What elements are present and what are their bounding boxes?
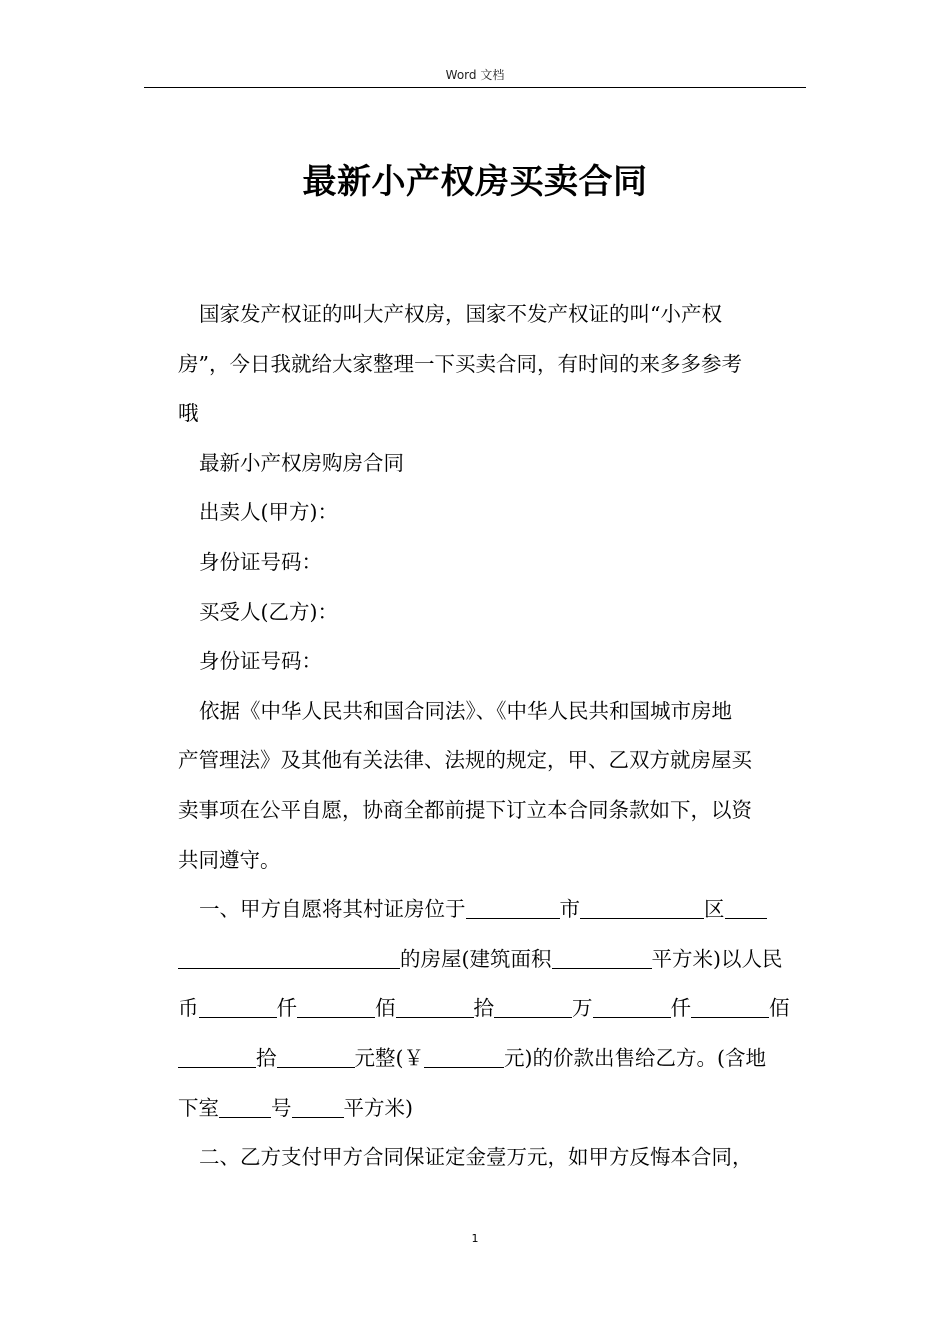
amount-blank (494, 997, 572, 1019)
clause1-line-2 (178, 935, 804, 985)
district-blank (580, 898, 704, 920)
amount-blank (593, 997, 671, 1019)
amount-blank (691, 997, 769, 1019)
header-rule (144, 87, 806, 88)
basement-area-blank (292, 1096, 344, 1118)
basis-line-3: 卖事项在公平自愿，协商全都前提下订立本合同条款如下，以资 (178, 797, 752, 822)
buyer-id-label: 身份证号码： (199, 649, 322, 674)
clause1-line-5 (178, 1084, 804, 1134)
basement-number-blank (219, 1096, 271, 1118)
buyer-label: 买受人(乙方)： (199, 599, 338, 624)
contract-title: 最新小产权房购房合同 (199, 450, 404, 475)
document-body (178, 290, 804, 1183)
page-header: Word 文档 (445, 68, 505, 82)
clause1-text: 币 (178, 996, 199, 1021)
clause1-text: 市 (559, 897, 580, 922)
amount-blank (396, 997, 474, 1019)
amount-blank (178, 1046, 256, 1068)
clause1-text: 仟 (670, 996, 691, 1021)
basis-line-2: 产管理法》及其他有关法律、法规的规定，甲、乙双方就房屋买 (178, 748, 752, 773)
seller-label: 出卖人(甲方)： (199, 500, 338, 525)
clause1-text: 万 (572, 996, 593, 1021)
clause1-text: 拾 (256, 1045, 277, 1070)
basis-line-4: 共同遵守。 (178, 847, 281, 872)
basis-line-1: 依据《中华人民共和国合同法》、《中华人民共和国城市房地 (199, 698, 732, 723)
address-blank (725, 898, 767, 920)
clause1-text: 元)的价款出售给乙方。(含地 (504, 1045, 766, 1070)
clause1-text: 佰 (375, 996, 396, 1021)
clause1-line-1 (178, 885, 804, 935)
seller-id-label: 身份证号码： (199, 549, 322, 574)
address-blank (178, 947, 400, 969)
clause1-line-4 (178, 1034, 804, 1084)
clause1-text: 平方米)以人民 (651, 946, 783, 971)
clause1-text: 佰 (769, 996, 790, 1021)
amount-blank (297, 997, 375, 1019)
area-blank (552, 947, 652, 969)
clause1-text: 区 (704, 897, 725, 922)
document-title: 最新小产权房买卖合同 (302, 162, 648, 202)
amount-blank (277, 1046, 355, 1068)
amount-blank (424, 1046, 504, 1068)
clause1-line-3 (178, 984, 804, 1034)
intro-line-3: 哦 (178, 401, 199, 426)
clause1-text: 平方米) (343, 1095, 413, 1120)
intro-line-2: 房”，今日我就给大家整理一下买卖合同，有时间的来多多参考 (178, 351, 742, 376)
clause1-text: 一、甲方自愿将其村证房位于 (199, 897, 466, 922)
city-blank (466, 898, 560, 920)
intro-line-1: 国家发产权证的叫大产权房，国家不发产权证的叫“小产权 (199, 302, 722, 326)
clause1-text: 的房屋(建筑面积 (400, 946, 552, 971)
clause1-text: 元整(￥ (354, 1045, 424, 1070)
amount-blank (199, 997, 277, 1019)
page-number: 1 (471, 1232, 479, 1245)
clause2-line-1: 二、乙方支付甲方合同保证定金壹万元，如甲方反悔本合同， (199, 1145, 753, 1170)
clause1-text: 下室 (178, 1095, 219, 1120)
clause1-text: 拾 (473, 996, 494, 1021)
clause1-text: 号 (271, 1095, 292, 1120)
clause1-text: 仟 (276, 996, 297, 1021)
